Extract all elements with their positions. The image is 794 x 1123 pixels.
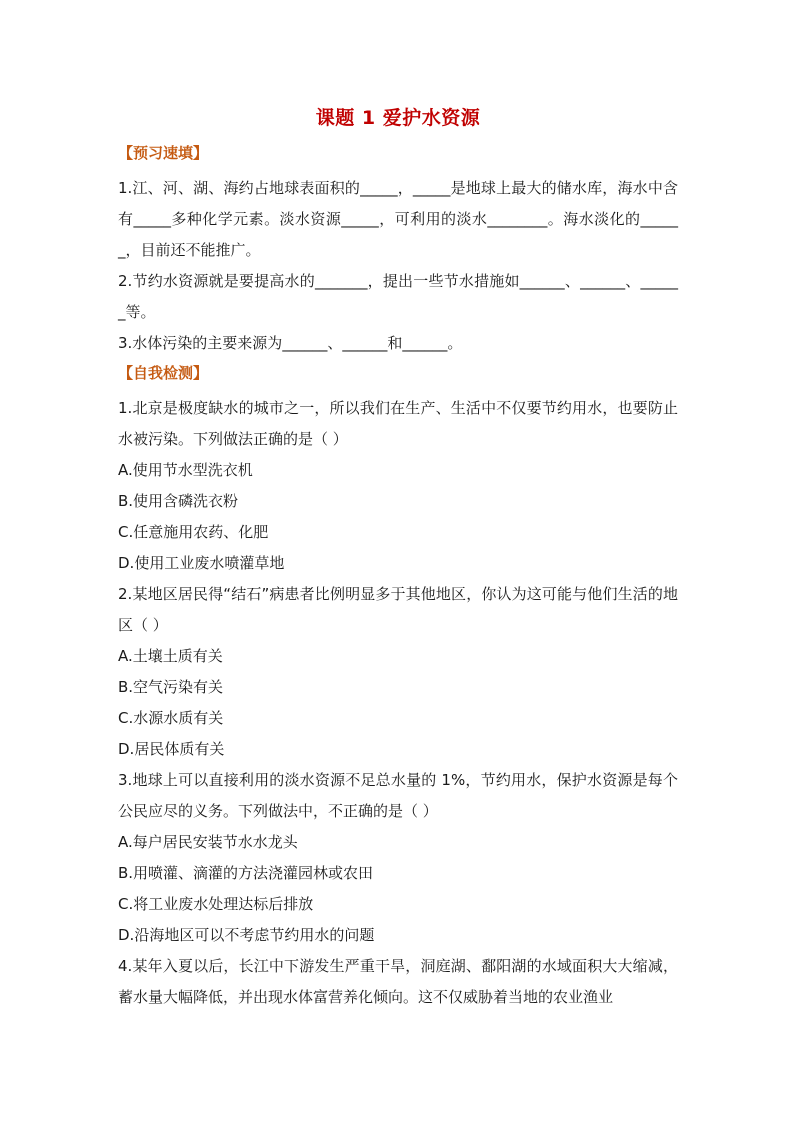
question-2 xyxy=(118,579,678,765)
question-stem: 3.地球上可以直接利用的淡水资源不足总水量的 1%，节约用水，保护水资源是每个公民应尽的义务。下列做法中，不正确的是（ ） xyxy=(118,771,678,820)
section-heading-self-check: 【自我检测】 xyxy=(118,364,209,382)
document-page xyxy=(118,104,678,1013)
option-d: D.沿海地区可以不考虑节约用水的问题 xyxy=(118,926,375,944)
option-b: B.用喷灌、滴灌的方法浇灌园林或农田 xyxy=(118,864,374,882)
option-c: C.将工业废水处理达标后排放 xyxy=(118,895,314,913)
preview-item-1: 1.江、河、湖、海约占地球表面积的_____，_____是地球上最大的储水库，海水中含有_____多种化学元素。淡水资源_____，可利用的淡水________。海水淡化的______，目前还不能推广。 xyxy=(118,179,678,259)
option-a: A.每户居民安装节水水龙头 xyxy=(118,833,298,851)
option-d: D.使用工业废水喷灌草地 xyxy=(118,554,285,572)
question-stem: 2.某地区居民得“结石”病患者比例明显多于其他地区，你认为这可能与他们生活的地区（ ） xyxy=(118,585,678,634)
preview-item-3: 3.水体污染的主要来源为______、______和______。 xyxy=(118,334,463,352)
option-b: B.空气污染有关 xyxy=(118,678,224,696)
question-stem: 4.某年入夏以后，长江中下游发生严重干旱，洞庭湖、鄱阳湖的水域面积大大缩减，蓄水量大幅降低，并出现水体富营养化倾向。这不仅威胁着当地的农业渔业 xyxy=(118,957,678,1006)
option-a: A.使用节水型洗衣机 xyxy=(118,461,253,479)
option-d: D.居民体质有关 xyxy=(118,740,225,758)
page-title: 课题 1 爱护水资源 xyxy=(315,107,481,129)
question-stem: 1.北京是极度缺水的城市之一，所以我们在生产、生活中不仅要节约用水，也要防止水被污染。下列做法正确的是（ ） xyxy=(118,399,678,448)
option-c: C.任意施用农药、化肥 xyxy=(118,523,269,541)
option-b: B.使用含磷洗衣粉 xyxy=(118,492,239,510)
option-a: A.土壤土质有关 xyxy=(118,647,223,665)
preview-item-2: 2.节约水资源就是要提高水的_______，提出一些节水措施如______、______、______等。 xyxy=(118,272,678,321)
option-c: C.水源水质有关 xyxy=(118,709,224,727)
question-3 xyxy=(118,765,678,951)
question-1 xyxy=(118,393,678,579)
question-4 xyxy=(118,951,678,1013)
section-heading-preview: 【预习速填】 xyxy=(118,144,209,162)
